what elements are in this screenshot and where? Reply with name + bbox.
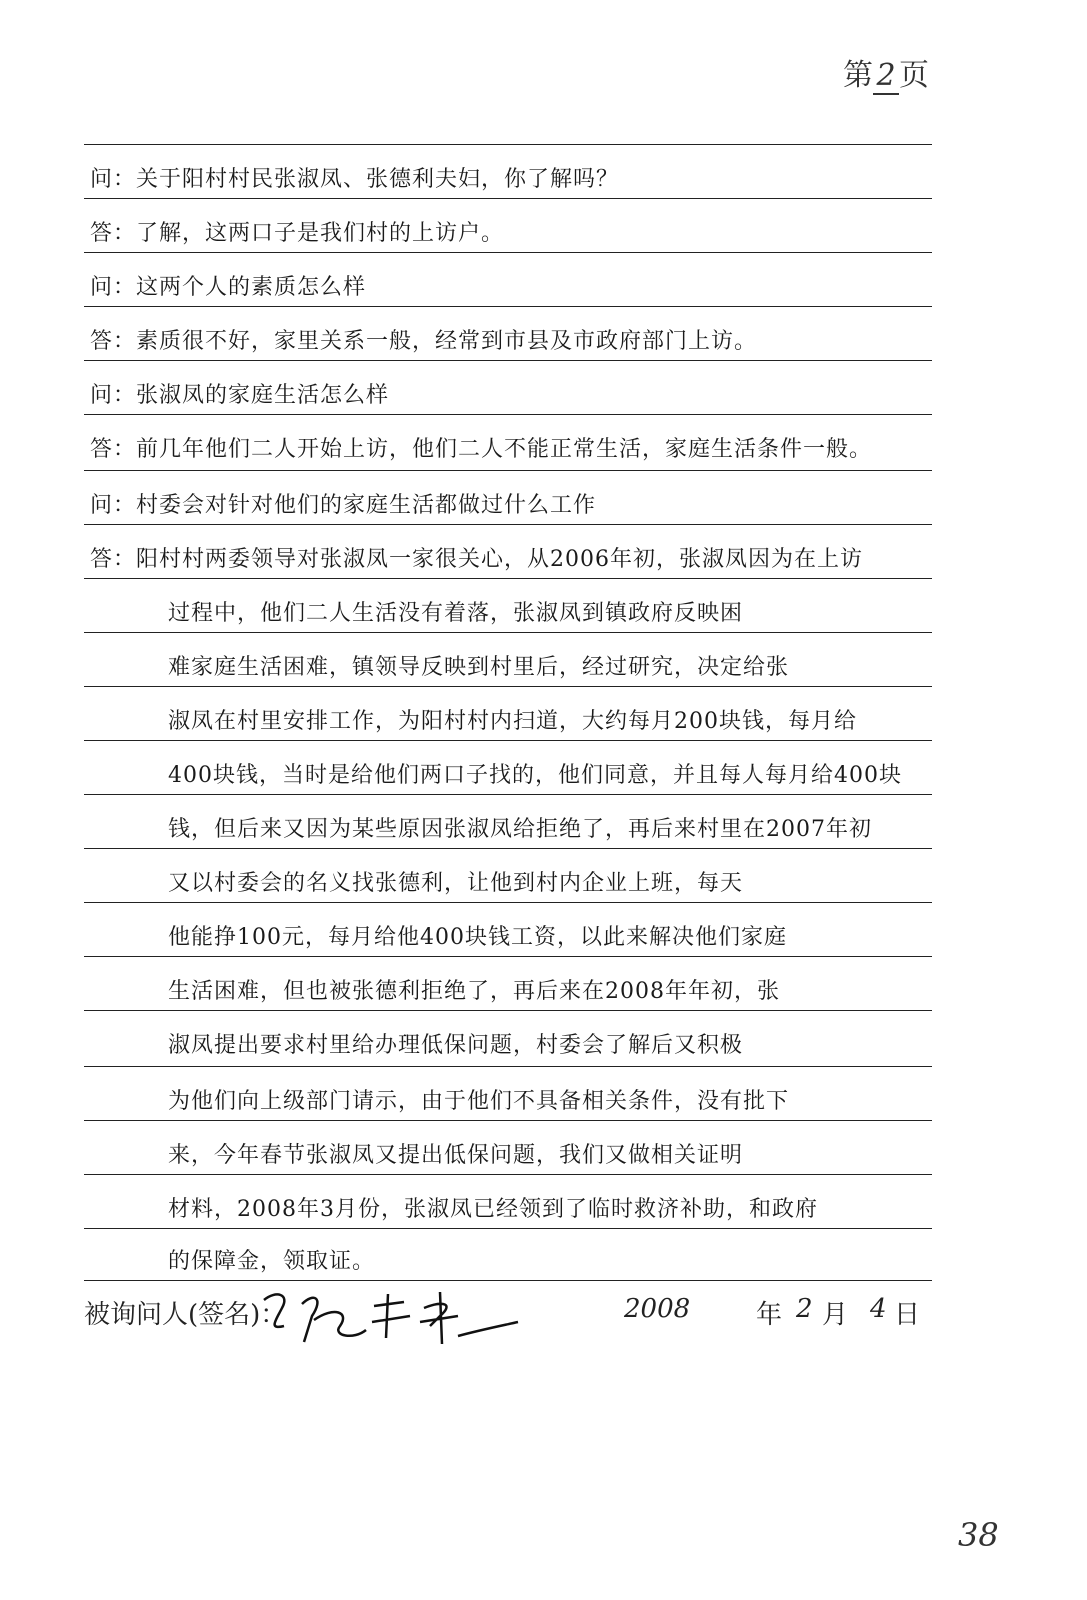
transcript-line: 答：阳村村两委领导对张淑凤一家很关心，从2006年初，张淑凤因为在上访 xyxy=(90,547,863,572)
handwritten-signature xyxy=(254,1286,524,1350)
date-year: 2008 xyxy=(624,1294,691,1324)
transcript-line: 问：村委会对针对他们的家庭生活都做过什么工作 xyxy=(90,493,597,518)
transcript-line: 材料，2008年3月份，张淑凤已经领到了临时救济补助，和政府 xyxy=(168,1197,818,1222)
date-month: 2 xyxy=(796,1294,813,1324)
ruled-line xyxy=(84,144,932,145)
transcript-line: 难家庭生活困难，镇领导反映到村里后，经过研究，决定给张 xyxy=(168,655,790,680)
transcript-line: 答：前几年他们二人开始上访，他们二人不能正常生活，家庭生活条件一般。 xyxy=(90,437,873,462)
date-year-unit: 年 xyxy=(756,1300,783,1330)
page-header-prefix: 第 xyxy=(843,58,873,93)
sign-date xyxy=(624,1294,934,1338)
transcript-line: 为他们向上级部门请示，由于他们不具备相关条件，没有批下 xyxy=(168,1089,790,1114)
transcript-line: 的保障金，领取证。 xyxy=(168,1249,376,1274)
transcript-line: 淑凤在村里安排工作，为阳村村内扫道，大约每月200块钱，每月给 xyxy=(168,709,857,734)
transcript-line: 他能挣100元，每月给他400块钱工资，以此来解决他们家庭 xyxy=(168,925,787,950)
ruled-line xyxy=(84,1066,932,1067)
transcript-line: 淑凤提出要求村里给办理低保问题，村委会了解后又积极 xyxy=(168,1033,744,1058)
transcript-line: 答：了解，这两口子是我们村的上访户。 xyxy=(90,221,505,246)
ruled-line xyxy=(84,470,932,471)
date-day: 4 xyxy=(870,1294,887,1324)
transcript-line: 问：关于阳村村民张淑凤、张德利夫妇，你了解吗？ xyxy=(90,167,620,192)
page-header xyxy=(843,50,929,95)
page-number: 38 xyxy=(958,1516,999,1554)
transcript-line: 答：素质很不好，家里关系一般，经常到市县及市政府部门上访。 xyxy=(90,329,758,354)
page-header-number: 2 xyxy=(873,58,899,95)
page-header-suffix: 页 xyxy=(899,58,929,93)
transcript-line: 过程中，他们二人生活没有着落，张淑凤到镇政府反映困 xyxy=(168,601,744,626)
transcript-line: 400块钱，当时是给他们两口子找的，他们同意，并且每人每月给400块 xyxy=(168,763,902,788)
date-day-unit: 日 xyxy=(894,1300,921,1330)
signature-label: 被询问人(签名)： xyxy=(84,1300,287,1330)
transcript-line: 钱，但后来又因为某些原因张淑凤给拒绝了，再后来村里在2007年初 xyxy=(168,817,872,842)
transcript-line: 问：这两个人的素质怎么样 xyxy=(90,275,367,300)
transcript-line: 生活困难，但也被张德利拒绝了，再后来在2008年年初，张 xyxy=(168,979,780,1004)
signature-row xyxy=(84,1290,932,1334)
transcript-line: 又以村委会的名义找张德利，让他到村内企业上班，每天 xyxy=(168,871,744,896)
transcript-line: 来，今年春节张淑凤又提出低保问题，我们又做相关证明 xyxy=(168,1143,744,1168)
transcript-line: 问：张淑凤的家庭生活怎么样 xyxy=(90,383,390,408)
date-month-unit: 月 xyxy=(822,1300,849,1330)
